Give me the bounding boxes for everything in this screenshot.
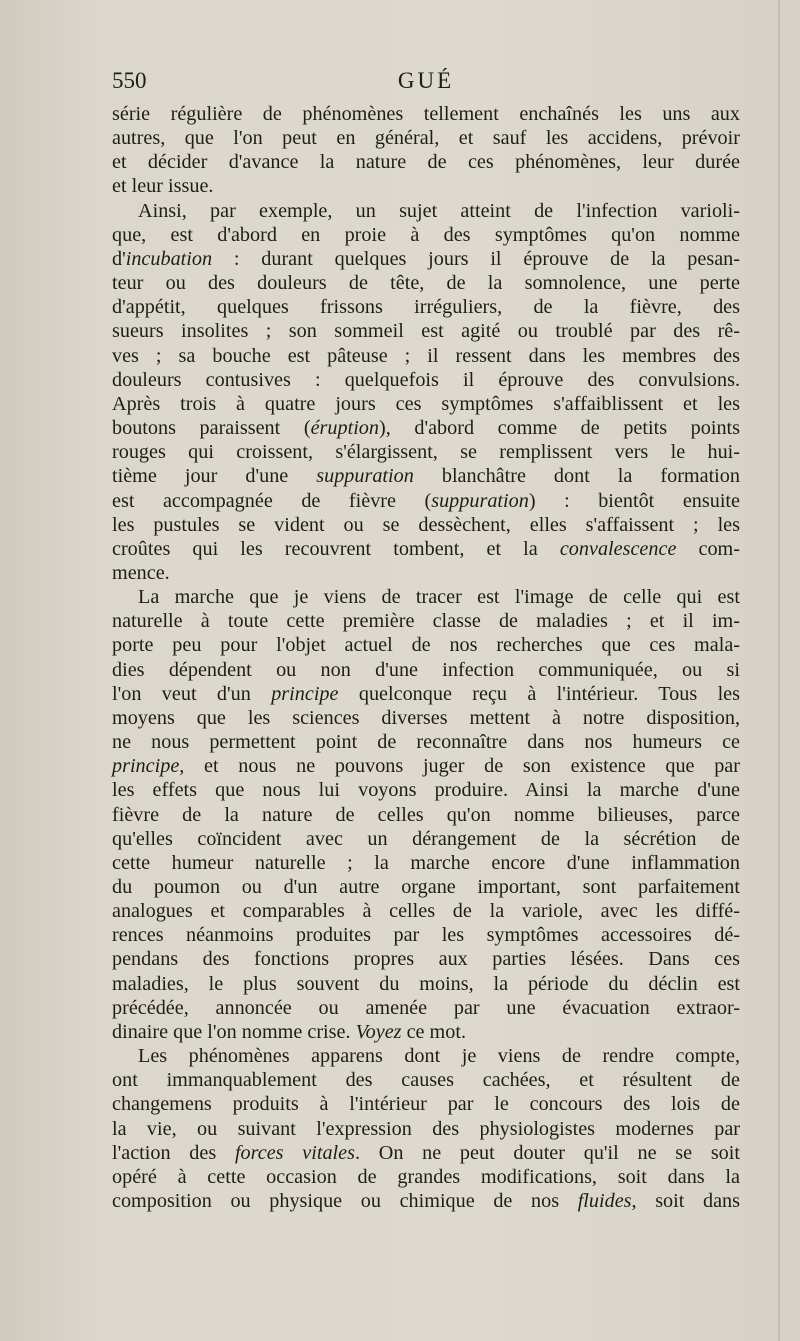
- text-line: que, est d'abord en proie à des symptômes qu'on nomme: [112, 223, 740, 246]
- text-line: La marche que je viens de tracer est l'image de celle qui est: [138, 586, 740, 609]
- text-line: Les phénomènes apparens dont je viens de rendre compte,: [138, 1045, 740, 1068]
- text-line: d'appétit, quelques frissons irréguliers, de la fièvre, des: [112, 296, 740, 319]
- text-line: composition ou physique ou chimique de nos fluides, soit dans: [112, 1190, 740, 1213]
- text-line: l'action des forces vitales. On ne peut douter qu'il ne se soit: [112, 1141, 740, 1164]
- text-line: changemens produits à l'intérieur par le concours des lois de: [112, 1093, 740, 1116]
- text-line: ont immanquablement des causes cachées, et résultent de: [112, 1069, 740, 1092]
- text-line: rences néanmoins produites par les symptômes accessoires dé-: [112, 924, 740, 947]
- page-header: [112, 68, 740, 102]
- text-line: et décider d'avance la nature de ces phénomènes, leur durée: [112, 151, 740, 174]
- text-line: du poumon ou d'un autre organe important, sont parfaitement: [112, 876, 740, 898]
- text-line: croûtes qui les recouvrent tombent, et la convalescence com-: [112, 537, 740, 560]
- text-line: tième jour d'une suppuration blanchâtre dont la formation: [112, 465, 740, 488]
- text-line: analogues et comparables à celles de la variole, avec les diffé-: [112, 900, 740, 923]
- text-line: qu'elles coïncident avec un dérangement de la sécrétion de: [112, 827, 740, 850]
- text-line: cette humeur naturelle ; la marche encore d'une inflammation: [112, 851, 740, 874]
- text-line: boutons paraissent (éruption), d'abord comme de petits points: [112, 417, 740, 440]
- running-head: GUÉ: [397, 68, 455, 93]
- text-line: naturelle à toute cette première classe de maladies ; et il im-: [112, 610, 740, 633]
- text-line: dies dépendent ou non d'une infection communiquée, ou si: [112, 658, 740, 681]
- text-line: d'incubation : durant quelques jours il éprouve de la pesan-: [112, 247, 740, 270]
- text-line: teur ou des douleurs de tête, de la somnolence, une perte: [112, 272, 740, 295]
- text-line: est accompagnée de fièvre (suppuration) : bientôt ensuite: [112, 489, 740, 512]
- text-line: précédée, annoncée ou amenée par une évacuation extraor-: [112, 996, 740, 1019]
- page-number: 550: [112, 68, 147, 93]
- page-edge: [778, 0, 780, 1341]
- text-line: Après trois à quatre jours ces symptômes s'affaiblissent et les: [112, 392, 740, 415]
- text-line: mence.: [112, 561, 170, 584]
- text-line: autres, que l'on peut en général, et sauf les accidens, prévoir: [112, 127, 740, 150]
- text-line: rouges qui croissent, s'élargissent, se remplissent vers le hui-: [112, 441, 740, 464]
- text-line: fièvre de la nature de celles qu'on nomme bilieuses, parce: [112, 803, 740, 826]
- text-line: porte peu pour l'objet actuel de nos recherches que ces mala-: [112, 634, 740, 657]
- text-line: la vie, ou suivant l'expression des physiologistes modernes par: [112, 1117, 740, 1140]
- text-line: moyens que les sciences diverses mettent à notre disposition,: [112, 706, 740, 729]
- text-line: l'on veut d'un principe quelconque reçu à l'intérieur. Tous les: [112, 682, 740, 705]
- text-line: pendans des fonctions propres aux parties lésées. Dans ces: [112, 948, 740, 971]
- text-line: opéré à cette occasion de grandes modifications, soit dans la: [112, 1165, 740, 1188]
- text-line: maladies, le plus souvent du moins, la période du déclin est: [112, 972, 740, 995]
- text-line: douleurs contusives : quelquefois il éprouve des convulsions.: [112, 368, 740, 391]
- text-line: Ainsi, par exemple, un sujet atteint de l'infection varioli-: [138, 199, 740, 222]
- text-line: série régulière de phénomènes tellement enchaînés les uns aux: [112, 103, 740, 125]
- text-line: les pustules se vident ou se dessèchent, elles s'affaissent ; les: [112, 513, 740, 536]
- text-line: les effets que nous lui voyons produire. Ainsi la marche d'une: [112, 779, 740, 802]
- text-line: dinaire que l'on nomme crise. Voyez ce mot.: [112, 1020, 467, 1043]
- text-line: et leur issue.: [112, 175, 214, 198]
- text-line: sueurs insolites ; son sommeil est agité ou troublé par des rê-: [112, 320, 740, 343]
- text-line: principe, et nous ne pouvons juger de son existence que par: [112, 755, 740, 778]
- text-line: ne nous permettent point de reconnaître dans nos humeurs ce: [112, 731, 740, 754]
- text-line: ves ; sa bouche est pâteuse ; il ressent dans les membres des: [112, 344, 740, 367]
- body-text: [112, 102, 740, 1213]
